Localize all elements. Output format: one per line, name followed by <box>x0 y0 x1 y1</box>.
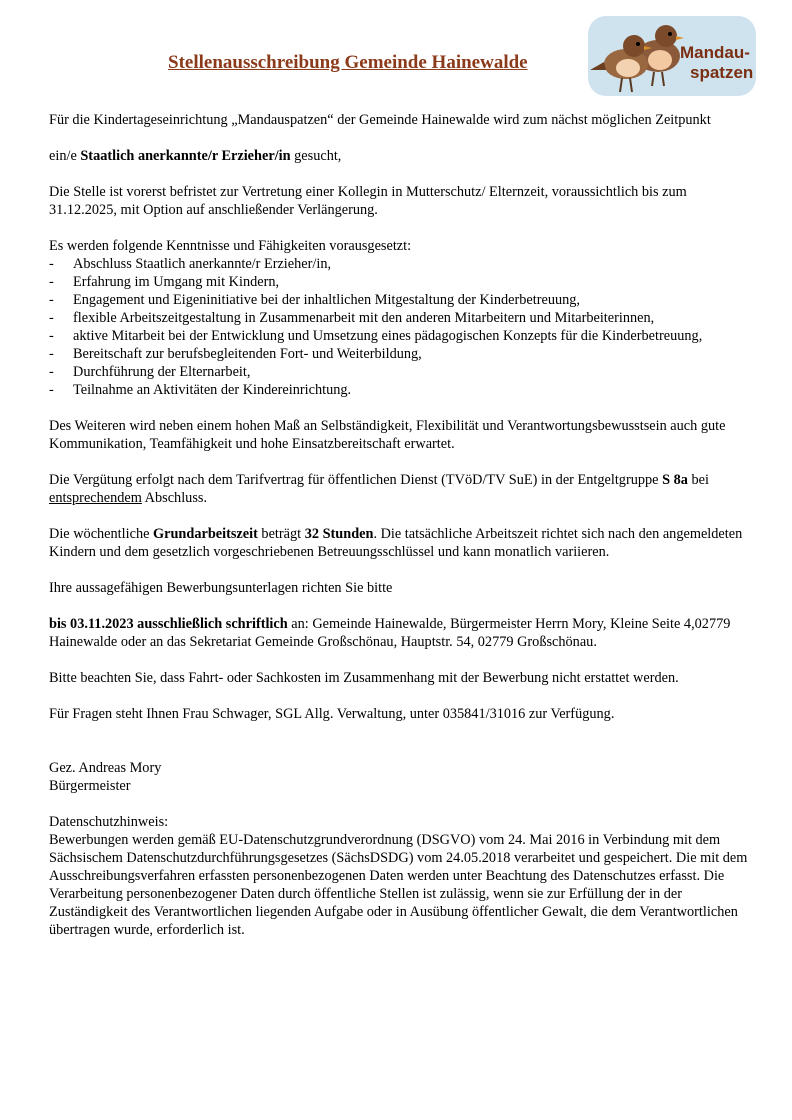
privacy-heading: Datenschutzhinweis: <box>49 814 169 830</box>
page-title: Stellenausschreibung Gemeinde Hainewalde <box>168 52 528 73</box>
hours-text: beträgt <box>257 526 305 542</box>
pay-text: bei <box>687 472 709 488</box>
deadline-bold: bis 03.11.2023 ausschließlich schriftlich <box>49 616 288 632</box>
list-item-text: Abschluss Staatlich anerkannte/r Erzieher/in, <box>73 256 332 272</box>
pay-underlined: entsprechendem <box>49 490 142 506</box>
signature <box>49 759 749 795</box>
pay-text: Die Vergütung erfolgt nach dem Tarifvertrag für öffentlichen Dienst (TVöD/TV SuE) in der Entgeltgruppe <box>49 472 663 488</box>
requirements-intro: Es werden folgende Kenntnisse und Fähigkeiten vorausgesetzt: <box>49 238 412 254</box>
logo-text-line1: Mandau- <box>680 43 750 62</box>
list-item: - aktive Mitarbeit bei der Entwicklung und Umsetzung eines pädagogischen Konzepts für die Kinderbetreuung, <box>49 328 703 344</box>
questions-paragraph: Für Fragen steht Ihnen Frau Schwager, SGL Allg. Verwaltung, unter 035841/31016 zur Verfügung. <box>49 706 615 722</box>
hours-bold: 32 Stunden <box>304 526 374 542</box>
deadline-text: an: Gemeinde Hainewalde, Bürgermeister Herrn Mory, Kleine Seite 4,02779 Hainewalde oder an das Sekretariat Gemeinde Großschönau, Hauptstr. 54, 02779 Großschönau. <box>49 616 731 650</box>
hours-paragraph <box>49 525 749 561</box>
list-item-text: Engagement und Eigeninitiative bei der inhaltlichen Mitgestaltung der Kinderbetreuung, <box>73 292 580 308</box>
list-item-text: flexible Arbeitszeitgestaltung in Zusammenarbeit mit den anderen Mitarbeitern und Mitarbeiterinnen, <box>73 310 655 326</box>
list-item-text: Teilnahme an Aktivitäten der Kindereinrichtung. <box>73 382 352 398</box>
deadline-paragraph <box>49 615 749 651</box>
list-item: - Bereitschaft zur berufsbegleitenden Fort- und Weiterbildung, <box>49 346 422 362</box>
position-suffix: gesucht, <box>290 148 342 164</box>
signature-name: Gez. Andreas Mory <box>49 760 162 776</box>
pay-text: Abschluss. <box>141 490 208 506</box>
signature-role: Bürgermeister <box>49 778 131 794</box>
application-intro: Ihre aussagefähigen Bewerbungsunterlagen richten Sie bitte <box>49 580 393 596</box>
privacy-text: Bewerbungen werden gemäß EU-Datenschutzgrundverordnung (DSGVO) vom 24. Mai 2016 in Verbindung mit dem Sächsischem Datenschutzdurchführungsgesetzes (SächsDSDG) vom 24.05.2018 verarbeitet und gespeichert. Die mit dem Ausschreibungsverfahren erfassten personenbezogenen Daten werden unter Beachtung des Datenschutzes erfasst. Die Verarbeitung personenbezogener Daten durch öffentliche Stellen ist zulässig, wenn sie zur Erfüllung der in der Zuständigkeit des Verantwortlichen liegenden Aufgabe oder in Ausübung öffentlicher Gewalt, die dem Verantwortlichen übertragen wurde, erforderlich ist. <box>49 832 748 938</box>
expectations-paragraph: Des Weiteren wird neben einem hohen Maß an Selbständigkeit, Flexibilität und Verantwortungsbewusstsein auch gute Kommunikation, Teamfähigkeit und hohe Einsatzbereitschaft erwartet. <box>49 418 726 452</box>
list-item: - Engagement und Eigeninitiative bei der inhaltlichen Mitgestaltung der Kinderbetreuung, <box>49 292 580 308</box>
position-prefix: ein/e <box>49 148 81 164</box>
list-item: - flexible Arbeitszeitgestaltung in Zusammenarbeit mit den anderen Mitarbeitern und Mitarbeiterinnen, <box>49 310 655 326</box>
position-role: Staatlich anerkannte/r Erzieher/in <box>80 148 291 164</box>
hours-bold: Grundarbeitszeit <box>153 526 258 542</box>
contract-paragraph: Die Stelle ist vorerst befristet zur Vertretung einer Kollegin in Mutterschutz/ Elternzeit, voraussichtlich bis zum 31.12.2025, mit Option auf anschließender Verlängerung. <box>49 184 687 218</box>
list-item: - Durchführung der Elternarbeit, <box>49 364 251 380</box>
pay-group: S 8a <box>662 472 688 488</box>
hours-text: . Die tatsächliche Arbeitszeit richtet sich nach den angemeldeten Kindern und dem gesetzlich vorgeschriebenen Betreuungsschlüssel und kann monatlich variieren. <box>49 526 743 560</box>
mandauspatzen-logo <box>588 14 756 98</box>
costs-paragraph: Bitte beachten Sie, dass Fahrt- oder Sachkosten im Zusammenhang mit der Bewerbung nicht erstattet werden. <box>49 670 679 686</box>
list-item: - Abschluss Staatlich anerkannte/r Erzieher/in, <box>49 256 332 272</box>
requirements-list <box>49 255 749 399</box>
list-item-text: Erfahrung im Umgang mit Kindern, <box>73 274 280 290</box>
hours-text: Die wöchentliche <box>49 526 154 542</box>
list-item: - Erfahrung im Umgang mit Kindern, <box>49 274 280 290</box>
list-item: - Teilnahme an Aktivitäten der Kindereinrichtung. <box>49 382 352 398</box>
list-item-text: Bereitschaft zur berufsbegleitenden Fort- und Weiterbildung, <box>73 346 422 362</box>
logo-text-line2: spatzen <box>690 63 754 82</box>
list-item-text: Durchführung der Elternarbeit, <box>73 364 251 380</box>
pay-paragraph <box>49 471 749 507</box>
position-paragraph <box>49 147 749 165</box>
document-body <box>49 111 749 957</box>
intro-paragraph: Für die Kindertageseinrichtung „Mandauspatzen“ der Gemeinde Hainewalde wird zum nächst möglichen Zeitpunkt <box>49 112 711 128</box>
list-item-text: aktive Mitarbeit bei der Entwicklung und Umsetzung eines pädagogischen Konzepts für die Kinderbetreuung, <box>73 328 703 344</box>
